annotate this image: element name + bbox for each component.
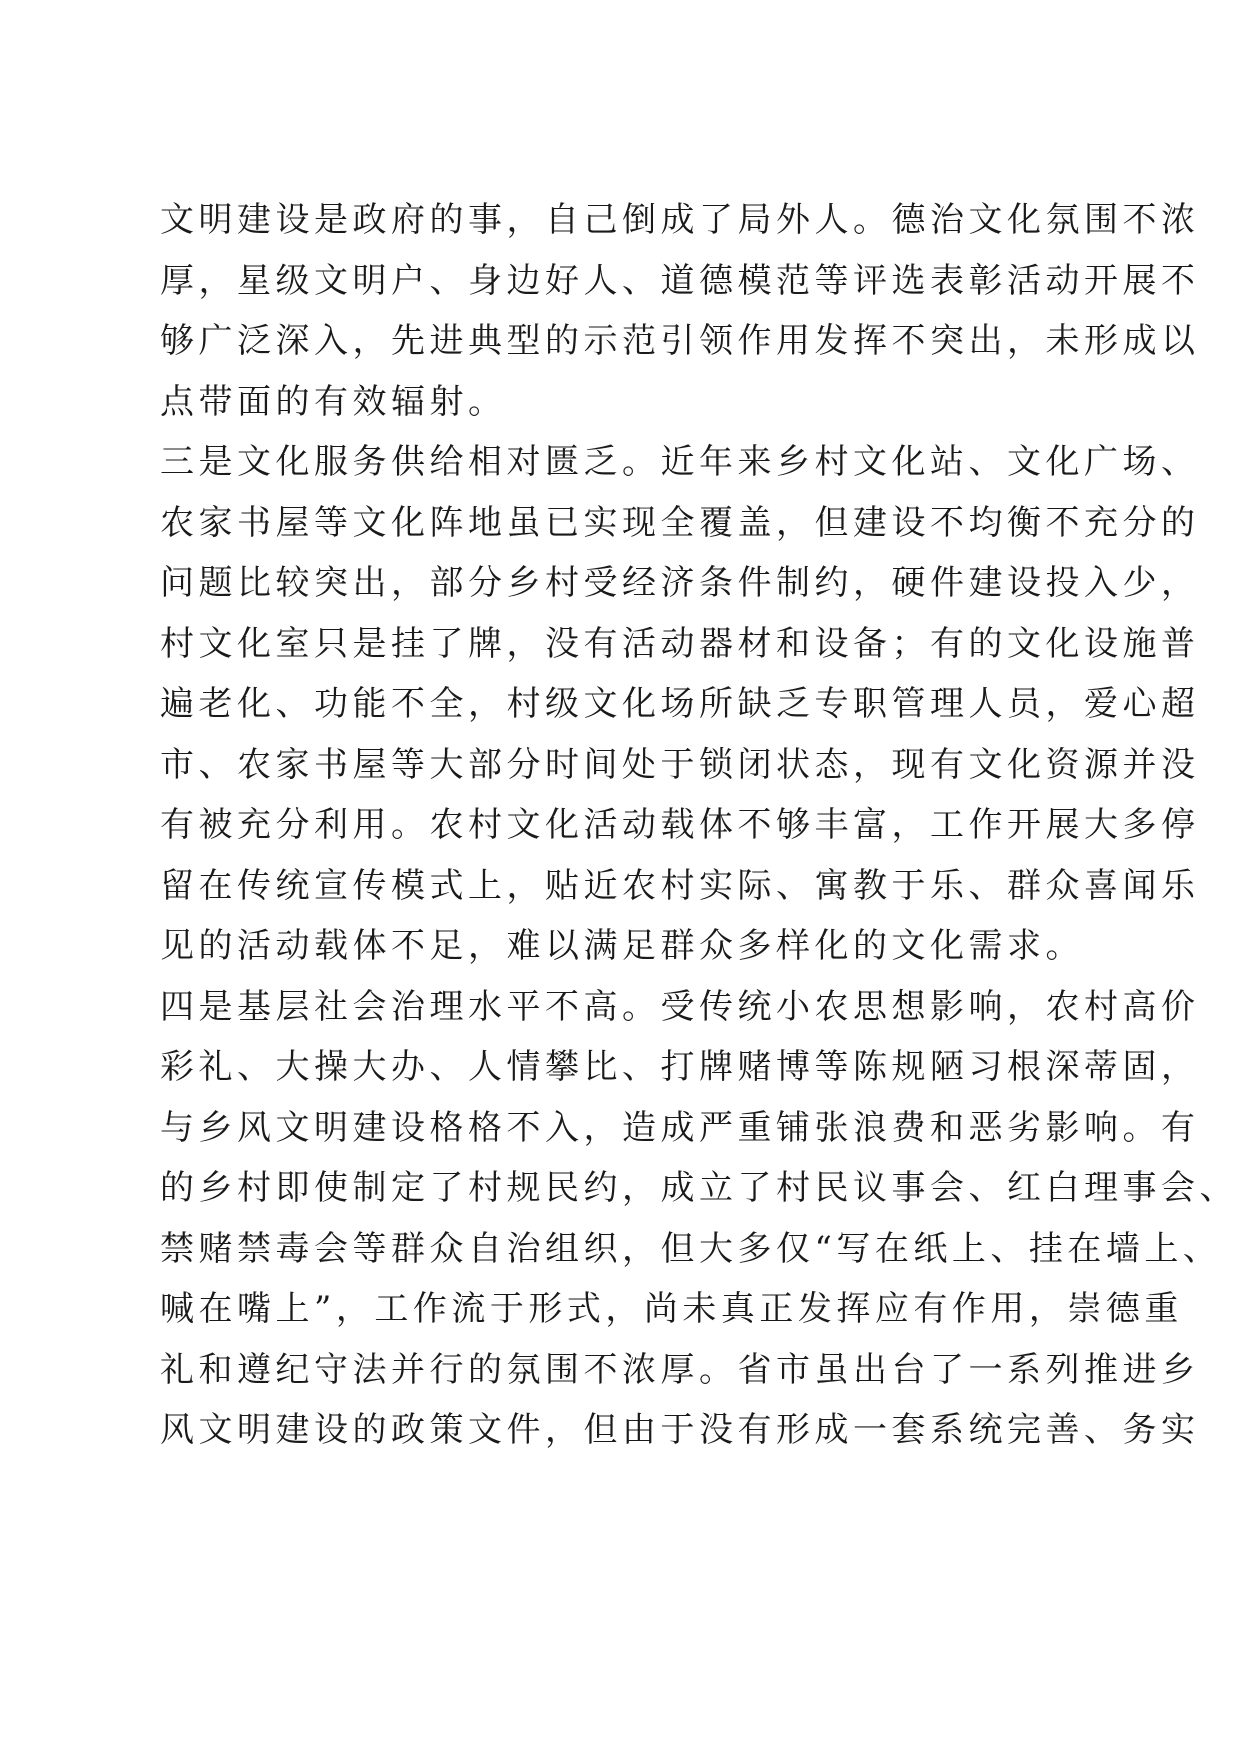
text-line: 农家书屋等文化阵地虽已实现全覆盖，但建设不均衡不充分的: [160, 502, 1200, 543]
text-line: 禁赌禁毒会等群众自治组织，但大多仅“写在纸上、挂在墙上、: [160, 1228, 1222, 1269]
text-line: 喊在嘴上”，工作流于形式，尚未真正发挥应有作用，崇德重: [160, 1289, 1183, 1329]
text-line: 村文化室只是挂了牌，没有活动器材和设备；有的文化设施普: [160, 623, 1200, 664]
text-line: 文明建设是政府的事，自己倒成了局外人。德治文化氛围不浓: [160, 200, 1200, 240]
text-line: 点带面的有效辐射。: [160, 381, 507, 422]
text-line: 问题比较突出，部分乡村受经济条件制约，硬件建设投入少，: [160, 563, 1200, 603]
text-line: 留在传统宣传模式上，贴近农村实际、寓教于乐、群众喜闻乐: [160, 865, 1200, 906]
text-line: 三是文化服务供给相对匮乏。近年来乡村文化站、文化广场、: [160, 442, 1200, 482]
text-line: 风文明建设的政策文件，但由于没有形成一套系统完善、务实: [160, 1410, 1200, 1450]
text-line: 厚，星级文明户、身边好人、道德模范等评选表彰活动开展不: [160, 260, 1200, 301]
text-line: 见的活动载体不足，难以满足群众多样化的文化需求。: [160, 926, 1084, 966]
text-line: 礼和遵纪守法并行的氛围不浓厚。省市虽出台了一系列推进乡: [160, 1349, 1200, 1390]
text-line: 与乡风文明建设格格不入，造成严重铺张浪费和恶劣影响。有: [160, 1107, 1200, 1148]
text-line: 的乡村即使制定了村规民约，成立了村民议事会、红白理事会、: [160, 1168, 1238, 1208]
text-line: 够广泛深入，先进典型的示范引领作用发挥不突出，未形成以: [160, 321, 1200, 361]
text-line: 彩礼、大操大办、人情攀比、打牌赌博等陈规陋习根深蒂固，: [160, 1047, 1200, 1087]
text-line: 遍老化、功能不全，村级文化场所缺乏专职管理人员，爱心超: [160, 684, 1200, 724]
text-line: 四是基层社会治理水平不高。受传统小农思想影响，农村高价: [160, 986, 1200, 1027]
text-line: 有被充分利用。农村文化活动载体不够丰富，工作开展大多停: [160, 805, 1200, 845]
body-text: [160, 190, 1238, 1461]
text-line: 市、农家书屋等大部分时间处于锁闭状态，现有文化资源并没: [160, 744, 1200, 785]
